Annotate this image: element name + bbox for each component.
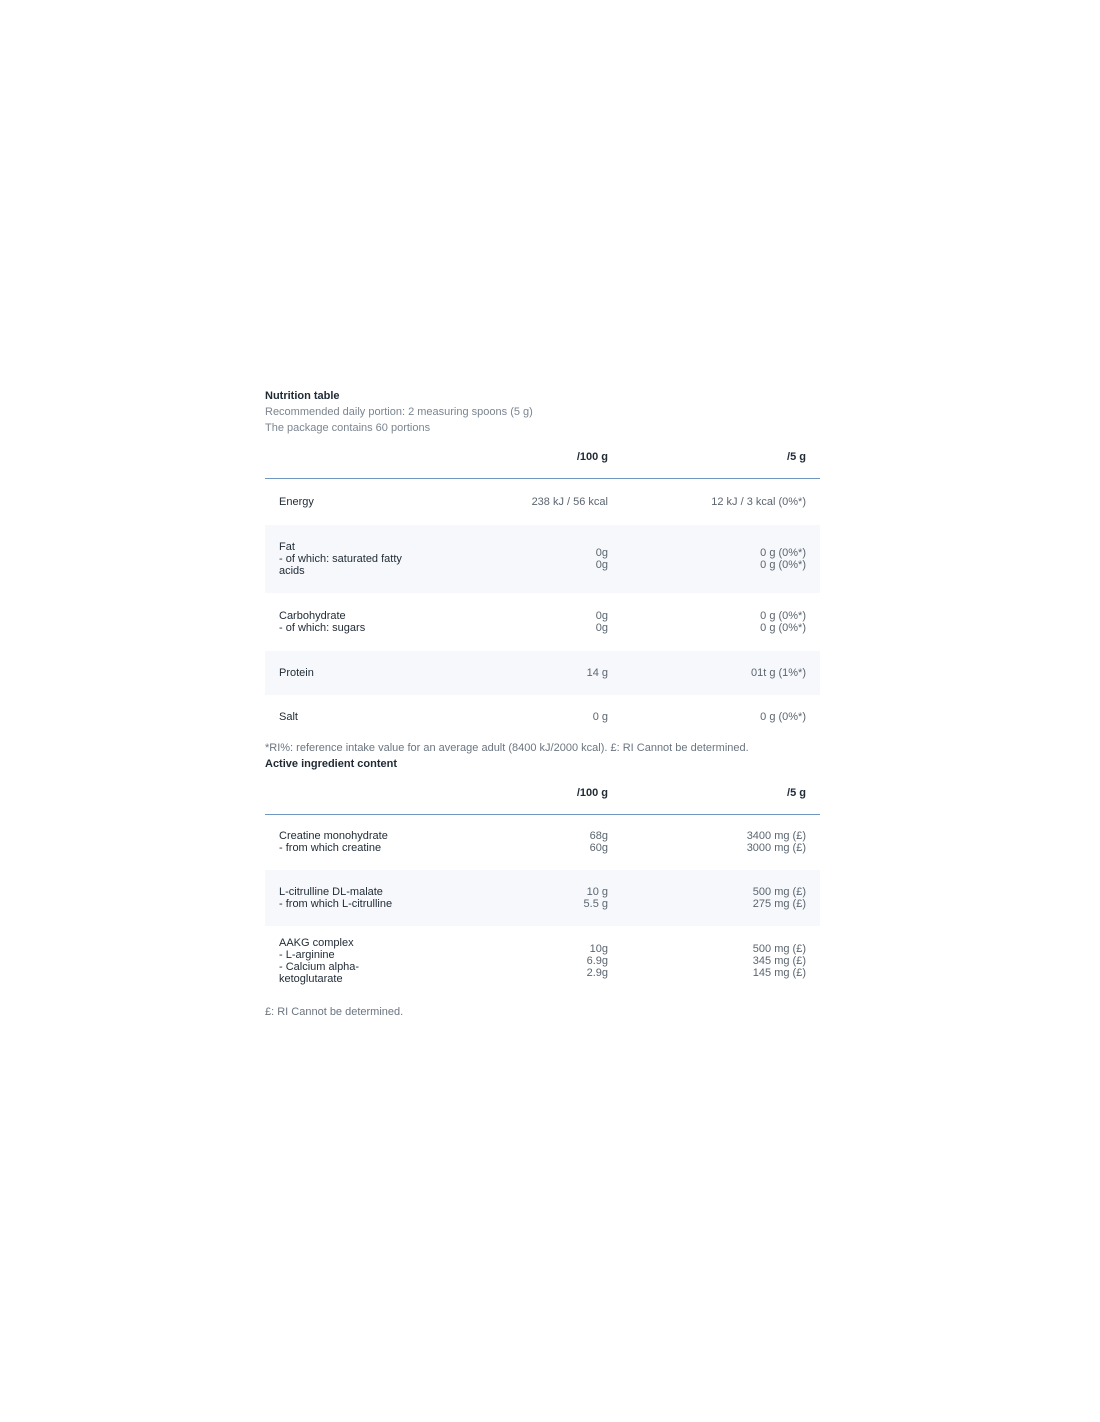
column-header-per-100g: /100 g xyxy=(475,436,622,479)
table-row xyxy=(265,695,820,739)
row-per-portion: 0 g (0%*) 0 g (0%*) xyxy=(622,525,820,593)
row-per-portion: 12 kJ / 3 kcal (0%*) xyxy=(711,495,806,508)
active-ingredient-title: Active ingredient content xyxy=(265,757,398,770)
row-per-100g: 0 g xyxy=(592,710,608,723)
table-row xyxy=(265,593,820,651)
spacer xyxy=(265,996,820,1004)
column-header-per-100g: /100 g xyxy=(475,772,622,815)
nutrition-table-title: Nutrition table xyxy=(265,390,340,402)
table-row xyxy=(265,479,820,525)
row-per-100g: 68g 60g xyxy=(589,830,608,855)
reference-intake-note: *RI%: reference intake value for an average adult (8400 kJ/2000 kcal). £: RI Cannot be determined. xyxy=(265,741,749,754)
table-row xyxy=(265,651,820,695)
row-name: Protein xyxy=(265,651,475,695)
row-per-portion: 500 mg (£) 345 mg (£) 145 mg (£) xyxy=(752,943,806,979)
column-header-per-portion: /5 g xyxy=(622,772,820,815)
row-per-100g: 10 g 5.5 g xyxy=(475,870,622,926)
row-name: Salt xyxy=(279,710,298,723)
row-per-100g: 0g 0g xyxy=(475,525,622,593)
row-per-portion: 3400 mg (£) 3000 mg (£) xyxy=(746,830,806,855)
package-portions-text: The package contains 60 portions xyxy=(265,422,431,434)
row-per-portion: 500 mg (£) 275 mg (£) xyxy=(622,870,820,926)
ri-note: £: RI Cannot be determined. xyxy=(265,1006,404,1018)
row-name: Fat - of which: saturated fatty acids xyxy=(265,525,475,593)
row-name: Creatine monohydrate - from which creatine xyxy=(279,830,388,855)
row-name: Energy xyxy=(279,495,314,508)
row-per-portion: 01t g (1%*) xyxy=(622,651,820,695)
row-name: AAKG complex - L-arginine - Calcium alpha- ketoglutarate xyxy=(279,937,360,985)
row-per-portion: 0 g (0%*) 0 g (0%*) xyxy=(760,609,806,634)
table-header-row xyxy=(265,772,820,815)
nutrition-info xyxy=(265,388,820,1020)
table-header-row xyxy=(265,436,820,479)
row-name: Carbohydrate - of which: sugars xyxy=(279,609,366,634)
row-per-100g: 0g 0g xyxy=(595,609,608,634)
table-row xyxy=(265,870,820,926)
column-header-name xyxy=(265,772,475,815)
column-header-name xyxy=(265,436,475,479)
nutrition-table xyxy=(265,436,820,739)
active-ingredient-table xyxy=(265,772,820,997)
table-row xyxy=(265,926,820,996)
row-name: L-citrulline DL-malate - from which L-citrulline xyxy=(265,870,475,926)
row-per-100g: 10g 6.9g 2.9g xyxy=(586,943,608,979)
row-per-portion: 0 g (0%*) xyxy=(760,710,806,723)
table-row xyxy=(265,814,820,870)
row-per-100g: 238 kJ / 56 kcal xyxy=(531,495,608,508)
row-per-100g: 14 g xyxy=(475,651,622,695)
daily-portion-text: Recommended daily portion: 2 measuring spoons (5 g) xyxy=(265,406,533,418)
table-row xyxy=(265,525,820,593)
column-header-per-portion: /5 g xyxy=(622,436,820,479)
